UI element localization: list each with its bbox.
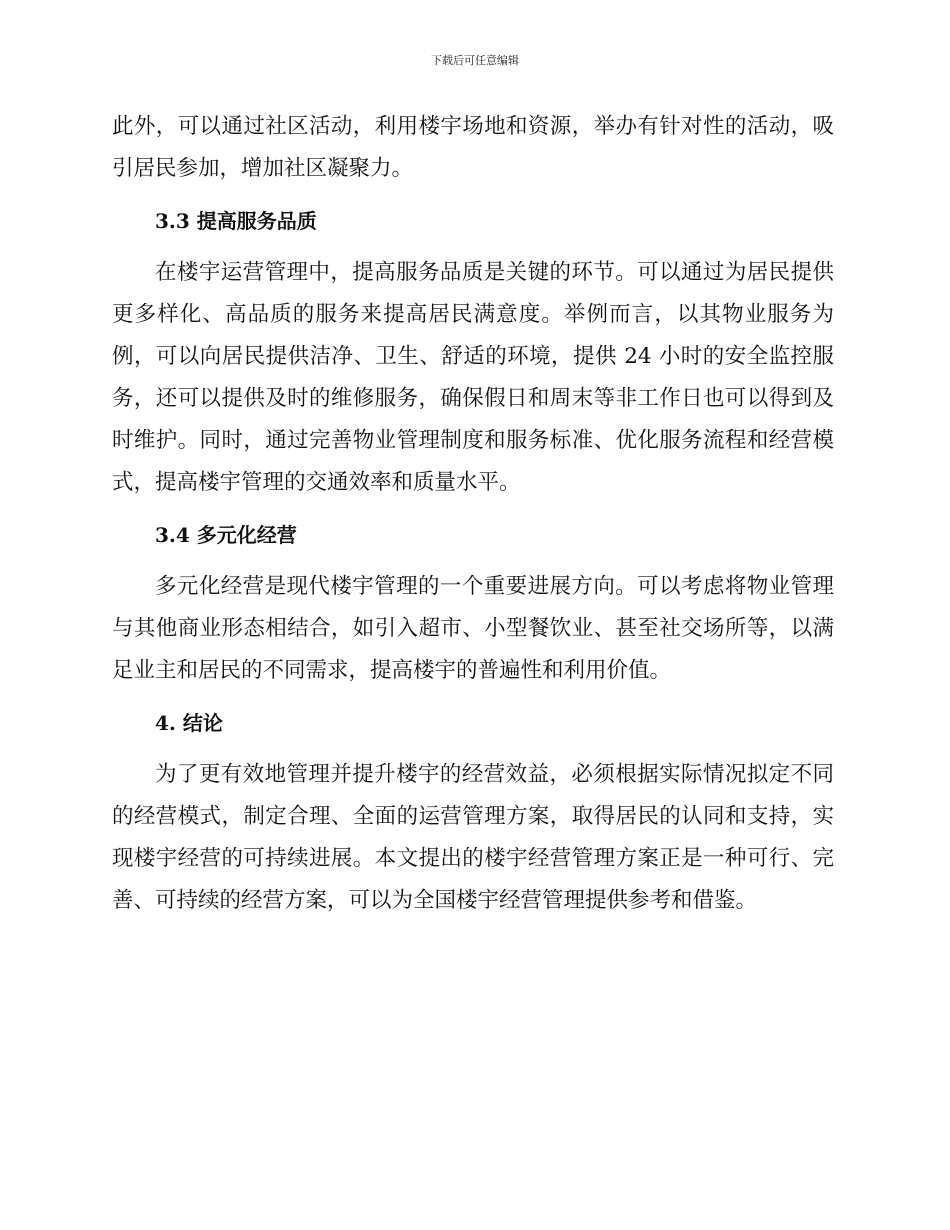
page-header: 下载后可任意编辑	[431, 54, 519, 67]
section-paragraph-3-4: 多元化经营是现代楼宇管理的一个重要进展方向。可以考虑将物业管理与其他商业形态相结合，如引入超市、小型餐饮业、甚至社交场所等，以满足业主和居民的不同需求，提高楼宇的普遍性和利用价值。	[112, 574, 834, 683]
section-paragraph-4: 为了更有效地管理并提升楼宇的经营效益，必须根据实际情况拟定不同的经营模式，制定合理、全面的运营管理方案，取得居民的认同和支持，实现楼宇经营的可持续进展。本文提出的楼宇经营管理方案正是一种可行、完善、可持续的经营方案，可以为全国楼宇经营管理提供参考和借鉴。	[112, 762, 834, 913]
document-body	[112, 106, 834, 922]
section-heading-4: 4. 结论	[155, 711, 223, 735]
section-paragraph-3-3: 在楼宇运营管理中，提高服务品质是关键的环节。可以通过为居民提供更多样化、高品质的服务来提高居民满意度。举例而言，以其物业服务为例，可以向居民提供洁净、卫生、舒适的环境，提供 24 小时的安全监控服务，还可以提供及时的维修服务，确保假日和周末等非工作日也可以得到及时维护。同时，通过完善物业管理制度和服务标准、优化服务流程和经营模式，提高楼宇管理的交通效率和质量水平。	[112, 260, 834, 495]
section-heading-3-4: 3.4 多元化经营	[155, 523, 297, 547]
intro-paragraph: 此外，可以通过社区活动，利用楼宇场地和资源，举办有针对性的活动，吸引居民参加，增加社区凝聚力。	[112, 114, 834, 181]
section-heading-3-3: 3.3 提高服务品质	[155, 209, 317, 233]
